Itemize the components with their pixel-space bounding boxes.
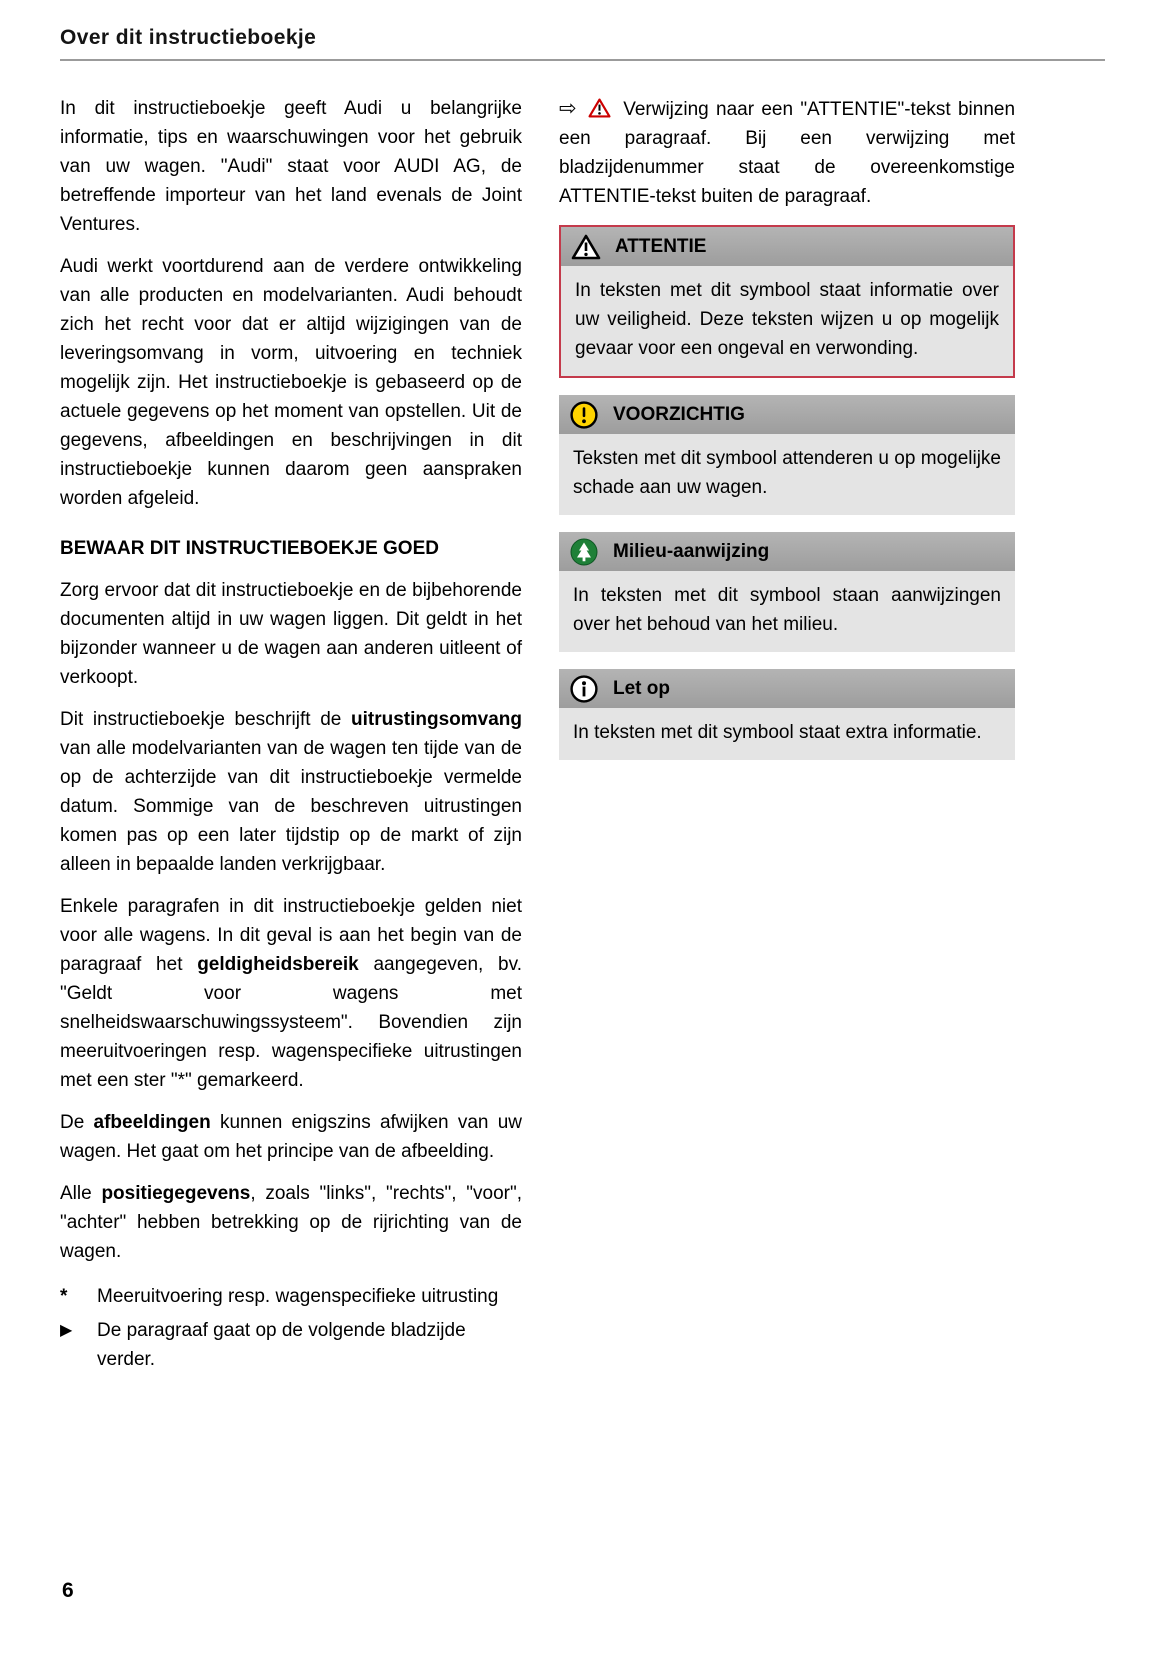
- warning-triangle-icon: [570, 234, 602, 260]
- attentie-header: [561, 227, 1013, 266]
- notice-title: ATTENTIE: [615, 235, 707, 257]
- exclamation-circle-icon: [568, 401, 600, 429]
- notice-title: Milieu-aanwijzing: [613, 540, 770, 562]
- page-header: [60, 26, 1105, 61]
- cross-reference-arrow-icon: ⇨: [559, 97, 577, 120]
- notice-body: In teksten met dit symbool staat informatie over uw veiligheid. Deze teksten wijzen u op mogelijk gevaar voor een ongeval en verwonding.: [561, 266, 1013, 376]
- reference-paragraph: [559, 94, 1015, 211]
- letop-header: [559, 669, 1015, 708]
- footnote-legend: [60, 1282, 522, 1374]
- notice-body: In teksten met dit symbool staan aanwijzingen over het behoud van het milieu.: [559, 571, 1015, 652]
- continuation-triangle-icon: ▶: [60, 1322, 73, 1339]
- info-circle-icon: [568, 675, 600, 703]
- asterisk-marker: *: [60, 1286, 68, 1307]
- paragraph: De afbeeldingen kunnen enigszins afwijken van uw wagen. Het gaat om het principe van de afbeelding.: [60, 1112, 522, 1162]
- voorzichtig-header: [559, 395, 1015, 434]
- notice-title: Let op: [613, 677, 670, 699]
- voorzichtig-box: [559, 395, 1015, 515]
- tree-circle-icon: [568, 538, 600, 566]
- page-number: 6: [62, 1579, 74, 1602]
- paragraph: Alle positiegegevens, zoals "links", "rechts", "voor", "achter" hebben betrekking op de rijrichting van de wagen.: [60, 1183, 522, 1262]
- milieu-header: [559, 532, 1015, 571]
- left-column: [60, 94, 522, 1379]
- notice-body: Teksten met dit symbool attenderen u op mogelijke schade aan uw wagen.: [559, 434, 1015, 515]
- header-divider: [60, 59, 1105, 61]
- content-columns: [60, 94, 1105, 1379]
- notice-title: VOORZICHTIG: [613, 403, 745, 425]
- paragraph: In dit instructieboekje geeft Audi u belangrijke informatie, tips en waarschuwingen voor het gebruik van uw wagen. "Audi" staat voor AUDI AG, de betreffende importeur van het land evenals de Joint Ventures.: [60, 98, 522, 235]
- legend-item-continuation: [60, 1316, 522, 1374]
- reference-text: Verwijzing naar een "ATTENTIE"-tekst binnen een paragraaf. Bij een verwijzing met bladzijdenummer staat de overeenkomstige ATTENTIE-tekst buiten de paragraaf.: [559, 99, 1016, 207]
- notice-body: In teksten met dit symbool staat extra informatie.: [559, 708, 1015, 760]
- right-column: [559, 94, 1015, 760]
- legend-text: Meeruitvoering resp. wagenspecifieke uitrusting: [97, 1286, 499, 1307]
- warning-triangle-icon: [588, 99, 616, 120]
- paragraph: Enkele paragrafen in dit instructieboekje gelden niet voor alle wagens. In dit geval is aan het begin van de paragraaf het geldigheidsbereik aangegeven, bv. "Geldt voor wagens met snelheidswaarschuwingssysteem". Bovendien zijn meeruitvoeringen resp. wagenspecifieke uitrustingen met een ster "*" gemarkeerd.: [60, 896, 522, 1091]
- legend-item-option: [60, 1282, 522, 1311]
- paragraph: Audi werkt voortdurend aan de verdere ontwikkeling van alle producten en modelvarianten. Audi behoudt zich het recht voor dat er altijd wijzigingen van de leveringsomvang in vorm, uitvoering en techniek mogelijk zijn. Het instructieboekje is gebaseerd op de actuele gegevens op het moment van opstellen. Uit de gegevens, afbeeldingen en beschrijvingen in dit instructieboekje kunnen daarom geen aanspraken worden afgeleid.: [60, 256, 522, 509]
- attentie-box: [559, 225, 1015, 378]
- paragraph: Zorg ervoor dat dit instructieboekje en de bijbehorende documenten altijd in uw wagen liggen. Dit geldt in het bijzonder wanneer u de wagen aan anderen uitleent of verkoopt.: [60, 580, 522, 688]
- page-footer: [62, 1579, 74, 1603]
- legend-text: De paragraaf gaat op de volgende bladzijde verder.: [97, 1320, 466, 1370]
- milieu-box: [559, 532, 1015, 652]
- paragraph: Dit instructieboekje beschrijft de uitrustingsomvang van alle modelvarianten van de wagen ten tijde van de op de achterzijde van dit instructieboekje vermelde datum. Sommige van de beschreven uitrustingen komen pas op een later tijdstip op de markt of zijn alleen in bepaalde landen verkrijgbaar.: [60, 709, 522, 875]
- letop-box: [559, 669, 1015, 760]
- section-heading: BEWAAR DIT INSTRUCTIEBOEKJE GOED: [60, 538, 439, 559]
- page-title: Over dit instructieboekje: [60, 26, 317, 49]
